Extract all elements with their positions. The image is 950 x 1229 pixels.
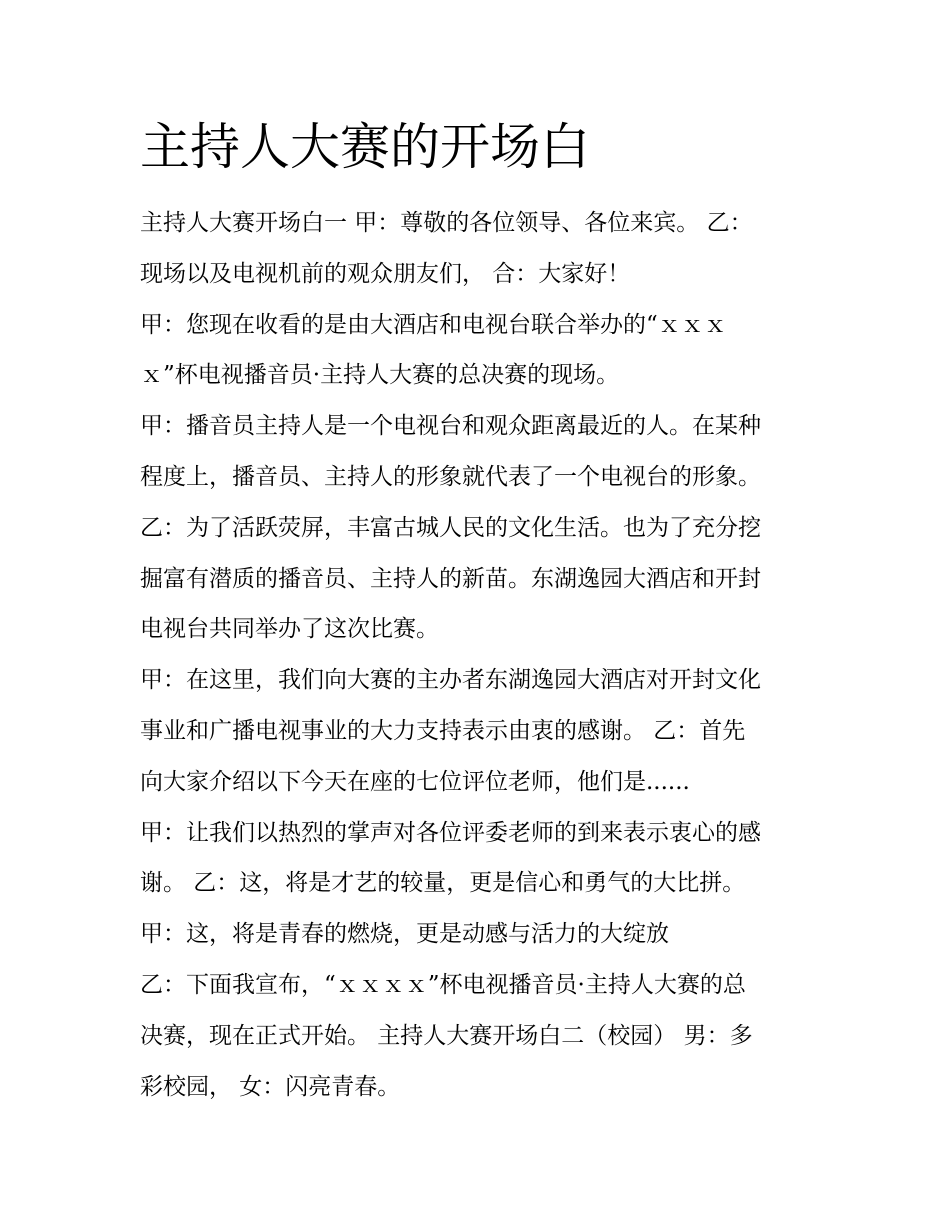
body-line: 向大家介绍以下今天在座的七位评位老师，他们是...... bbox=[140, 768, 690, 795]
body-line: 现场以及电视机前的观众朋友们， 合：大家好！ bbox=[140, 260, 631, 287]
body-line: 主持人大赛开场白一 甲：尊敬的各位领导、各位来宾。 乙： bbox=[140, 210, 753, 236]
body-line: 甲：在这里，我们向大赛的主办者东湖逸园大酒店对开封文化 bbox=[140, 667, 761, 694]
body-line: 电视台共同举办了这次比赛。 bbox=[140, 616, 439, 643]
body-line: 乙：为了活跃荧屏，丰富古城人民的文化生活。也为了充分挖 bbox=[140, 514, 761, 541]
body-line: 甲：这，将是青春的燃烧，更是动感与活力的大绽放 bbox=[140, 921, 669, 948]
body-line: 谢。 乙：这，将是才艺的较量，更是信心和勇气的大比拼。 bbox=[140, 870, 746, 897]
body-line: 甲：播音员主持人是一个电视台和观众距离最近的人。在某种 bbox=[140, 413, 761, 440]
document-title: 主持人大赛的开场白 bbox=[140, 118, 590, 176]
body-line: 程度上，播音员、主持人的形象就代表了一个电视台的形象。 bbox=[140, 463, 761, 490]
body-line: 彩校园， 女：闪亮青春。 bbox=[140, 1073, 401, 1100]
body-line: 甲：让我们以热烈的掌声对各位评委老师的到来表示衷心的感 bbox=[140, 819, 761, 846]
body-line: 掘富有潜质的播音员、主持人的新苗。东湖逸园大酒店和开封 bbox=[140, 565, 761, 592]
body-line: ｘ”杯电视播音员·主持人大赛的总决赛的现场。 bbox=[140, 362, 620, 389]
body-line: 决赛，现在正式开始。 主持人大赛开场白二（校园） 男：多 bbox=[140, 1022, 753, 1049]
body-line: 乙：下面我宣布，“ｘｘｘｘ”杯电视播音员·主持人大赛的总 bbox=[140, 971, 746, 998]
body-line: 甲：您现在收看的是由大酒店和电视台联合举办的“ｘｘｘ bbox=[140, 311, 727, 338]
body-line: 事业和广播电视事业的大力支持表示由衷的感谢。 乙：首先 bbox=[140, 717, 746, 744]
document-body bbox=[140, 198, 820, 1112]
